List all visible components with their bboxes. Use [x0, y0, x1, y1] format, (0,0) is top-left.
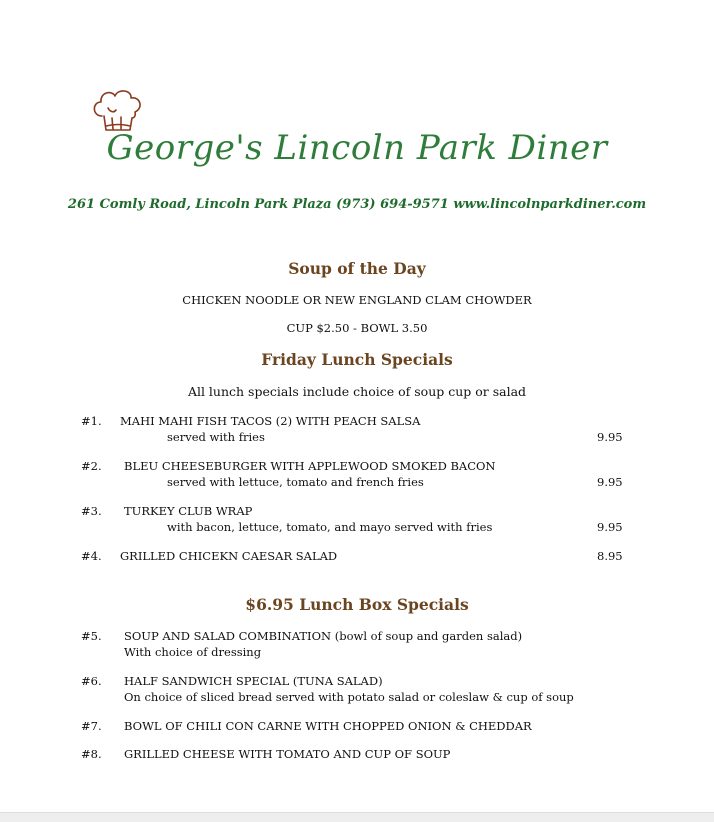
item-name: MAHI MAHI FISH TACOS (2) WITH PEACH SALSA: [120, 414, 421, 428]
item-number: #2.: [81, 459, 102, 473]
item-name: BOWL OF CHILI CON CARNE WITH CHOPPED ONION & CHEDDAR: [124, 719, 532, 733]
item-number: #4.: [81, 549, 102, 563]
soup-heading: Soup of the Day: [288, 259, 426, 278]
item-name: TURKEY CLUB WRAP: [124, 504, 253, 518]
restaurant-address: 261 Comly Road, Lincoln Park Plaza (973) 694-9571 www.lincolnparkdiner.com: [67, 197, 647, 212]
item-number: #3.: [81, 504, 102, 518]
item-description: served with fries: [167, 430, 265, 444]
lunchbox-heading: $6.95 Lunch Box Specials: [245, 595, 469, 614]
item-name: HALF SANDWICH SPECIAL (TUNA SALAD): [124, 674, 383, 688]
item-description: served with lettuce, tomato and french fries: [167, 475, 424, 489]
item-name: GRILLED CHEESE WITH TOMATO AND CUP OF SOUP: [124, 747, 451, 761]
friday-note: All lunch specials include choice of soup cup or salad: [187, 384, 527, 399]
item-name: GRILLED CHICEKN CAESAR SALAD: [120, 549, 338, 563]
item-description: On choice of sliced bread served with potato salad or coleslaw & cup of soup: [124, 690, 574, 704]
item-price: 9.95: [597, 475, 623, 489]
item-price: 9.95: [597, 520, 623, 534]
soup-line-2: CUP $2.50 - BOWL 3.50: [286, 321, 428, 335]
restaurant-title: George's Lincoln Park Diner: [106, 128, 608, 168]
friday-heading: Friday Lunch Specials: [261, 350, 453, 369]
item-price: 8.95: [597, 549, 623, 563]
item-number: #1.: [81, 414, 102, 428]
item-name: SOUP AND SALAD COMBINATION (bowl of soup and garden salad): [124, 629, 523, 643]
item-number: #6.: [81, 674, 102, 688]
item-price: 9.95: [597, 430, 623, 444]
item-description: With choice of dressing: [124, 645, 262, 659]
item-number: #8.: [81, 747, 102, 761]
soup-line-1: CHICKEN NOODLE OR NEW ENGLAND CLAM CHOWDER: [182, 293, 532, 307]
item-name: BLEU CHEESEBURGER WITH APPLEWOOD SMOKED BACON: [124, 459, 496, 473]
item-description: with bacon, lettuce, tomato, and mayo served with fries: [167, 520, 493, 534]
item-number: #5.: [81, 629, 102, 643]
item-number: #7.: [81, 719, 102, 733]
